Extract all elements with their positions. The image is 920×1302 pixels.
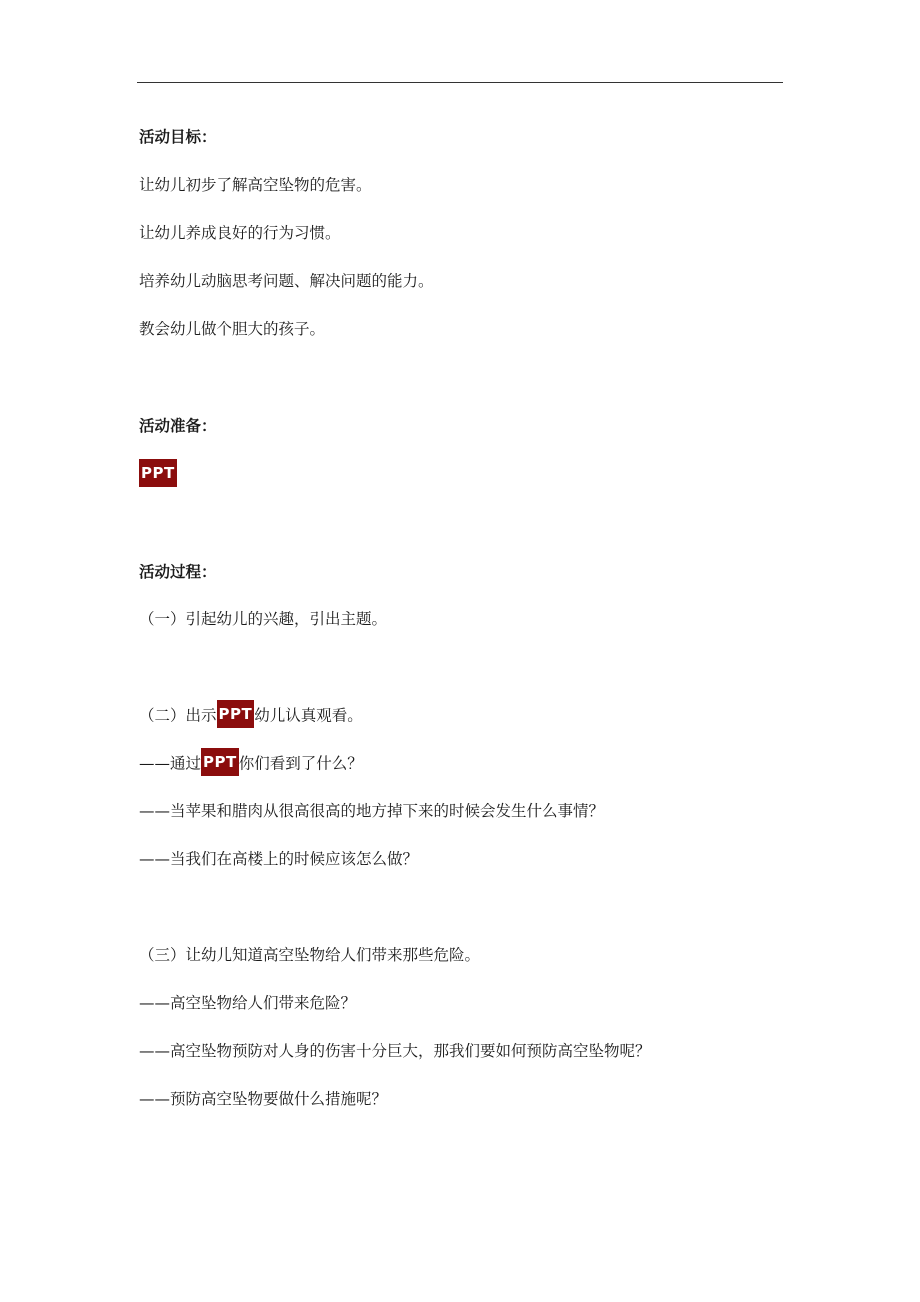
process-question-6: ——预防高空坠物要做什么措施呢？ xyxy=(139,1090,388,1108)
step2-ppt-badge: PPT xyxy=(217,700,255,728)
q1-prefix: ——通过 xyxy=(139,754,202,773)
goal-item-4: 教会幼儿做个胆大的孩子。 xyxy=(139,320,326,338)
goal-item-2: 让幼儿养成良好的行为习惯。 xyxy=(139,224,341,242)
goal-item-1: 让幼儿初步了解高空坠物的危害。 xyxy=(139,176,372,194)
step2-suffix: 幼儿认真观看。 xyxy=(254,706,363,725)
prep-ppt-badge: PPT xyxy=(139,459,177,487)
process-question-5: ——高空坠物预防对人身的伤害十分巨大，那我们要如何预防高空坠物呢？ xyxy=(139,1042,651,1060)
process-heading: 活动过程： xyxy=(139,563,217,581)
prep-heading: 活动准备： xyxy=(139,417,217,435)
process-question-1 xyxy=(139,752,363,774)
process-question-4: ——高空坠物给人们带来危险？ xyxy=(139,994,357,1012)
process-step-1: （一）引起幼儿的兴趣，引出主题。 xyxy=(139,610,388,628)
q1-suffix: 你们看到了什么？ xyxy=(238,754,363,773)
process-question-3: ——当我们在高楼上的时候应该怎么做？ xyxy=(139,850,419,868)
goal-item-3: 培养幼儿动脑思考问题、解决问题的能力。 xyxy=(139,272,434,290)
process-step-3: （三）让幼儿知道高空坠物给人们带来那些危险。 xyxy=(139,946,481,964)
step2-prefix: （二）出示 xyxy=(139,706,217,725)
goals-heading: 活动目标： xyxy=(139,128,217,146)
process-question-2: ——当苹果和腊肉从很高很高的地方掉下来的时候会发生什么事情？ xyxy=(139,802,605,820)
header-rule xyxy=(137,82,783,83)
process-step-2 xyxy=(139,704,363,726)
q1-ppt-badge: PPT xyxy=(201,748,239,776)
